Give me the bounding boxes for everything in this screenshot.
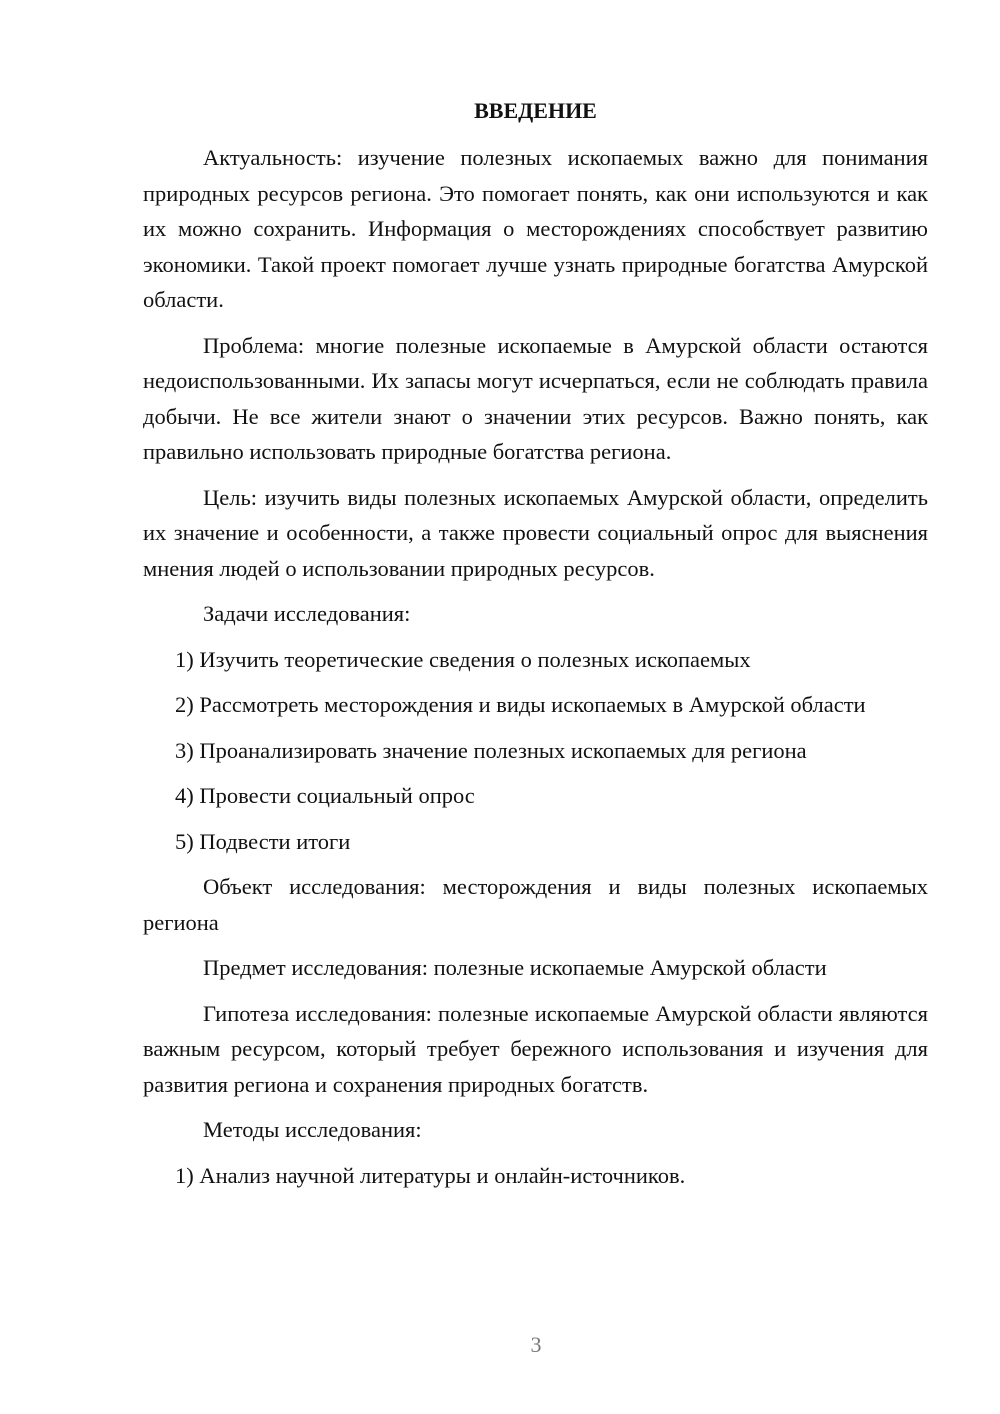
task-item: 4) Провести социальный опрос (175, 783, 475, 808)
methods-heading: Методы исследования: (203, 1117, 422, 1142)
goal-paragraph: Цель: изучить виды полезных ископаемых Амурской области, определить их значение и особенности, а также провести социальный опрос для выяснения мнения людей о использовании природных ресурсов. (143, 484, 928, 581)
task-item: 1) Изучить теоретические сведения о полезных ископаемых (175, 646, 751, 672)
method-item: 1) Анализ научной литературы и онлайн-источников. (175, 1162, 686, 1188)
page-content (143, 96, 928, 1203)
page-number: 3 (530, 1332, 542, 1357)
object-paragraph: Объект исследования: месторождения и виды полезных ископаемых региона (143, 874, 928, 935)
task-item: 2) Рассмотреть месторождения и виды ископаемых в Амурской области (175, 692, 866, 717)
task-item: 3) Проанализировать значение полезных ископаемых для региона (175, 737, 807, 763)
subject-paragraph: Предмет исследования: полезные ископаемые Амурской области (203, 955, 827, 980)
hypothesis-paragraph: Гипотеза исследования: полезные ископаемые Амурской области являются важным ресурсом, который требует бережного использования и изучения для развития региона и сохранения природных богатств. (143, 1000, 928, 1097)
tasks-heading: Задачи исследования: (203, 601, 411, 626)
task-item: 5) Подвести итоги (175, 828, 351, 854)
problem-paragraph: Проблема: многие полезные ископаемые в Амурской области остаются недоиспользованными. Их запасы могут исчерпаться, если не соблюдать правила добычи. Не все жители знают о значении этих ресурсов. Важно понять, как правильно использовать природные богатства региона. (143, 332, 928, 464)
section-title: ВВЕДЕНИЕ (474, 98, 597, 123)
relevance-paragraph: Актуальность: изучение полезных ископаемых важно для понимания природных ресурсов региона. Это помогает понять, как они используются и как их можно сохранить. Информация о месторождениях способствует развитию экономики. Такой проект помогает лучше узнать природные богатства Амурской области. (143, 145, 928, 312)
